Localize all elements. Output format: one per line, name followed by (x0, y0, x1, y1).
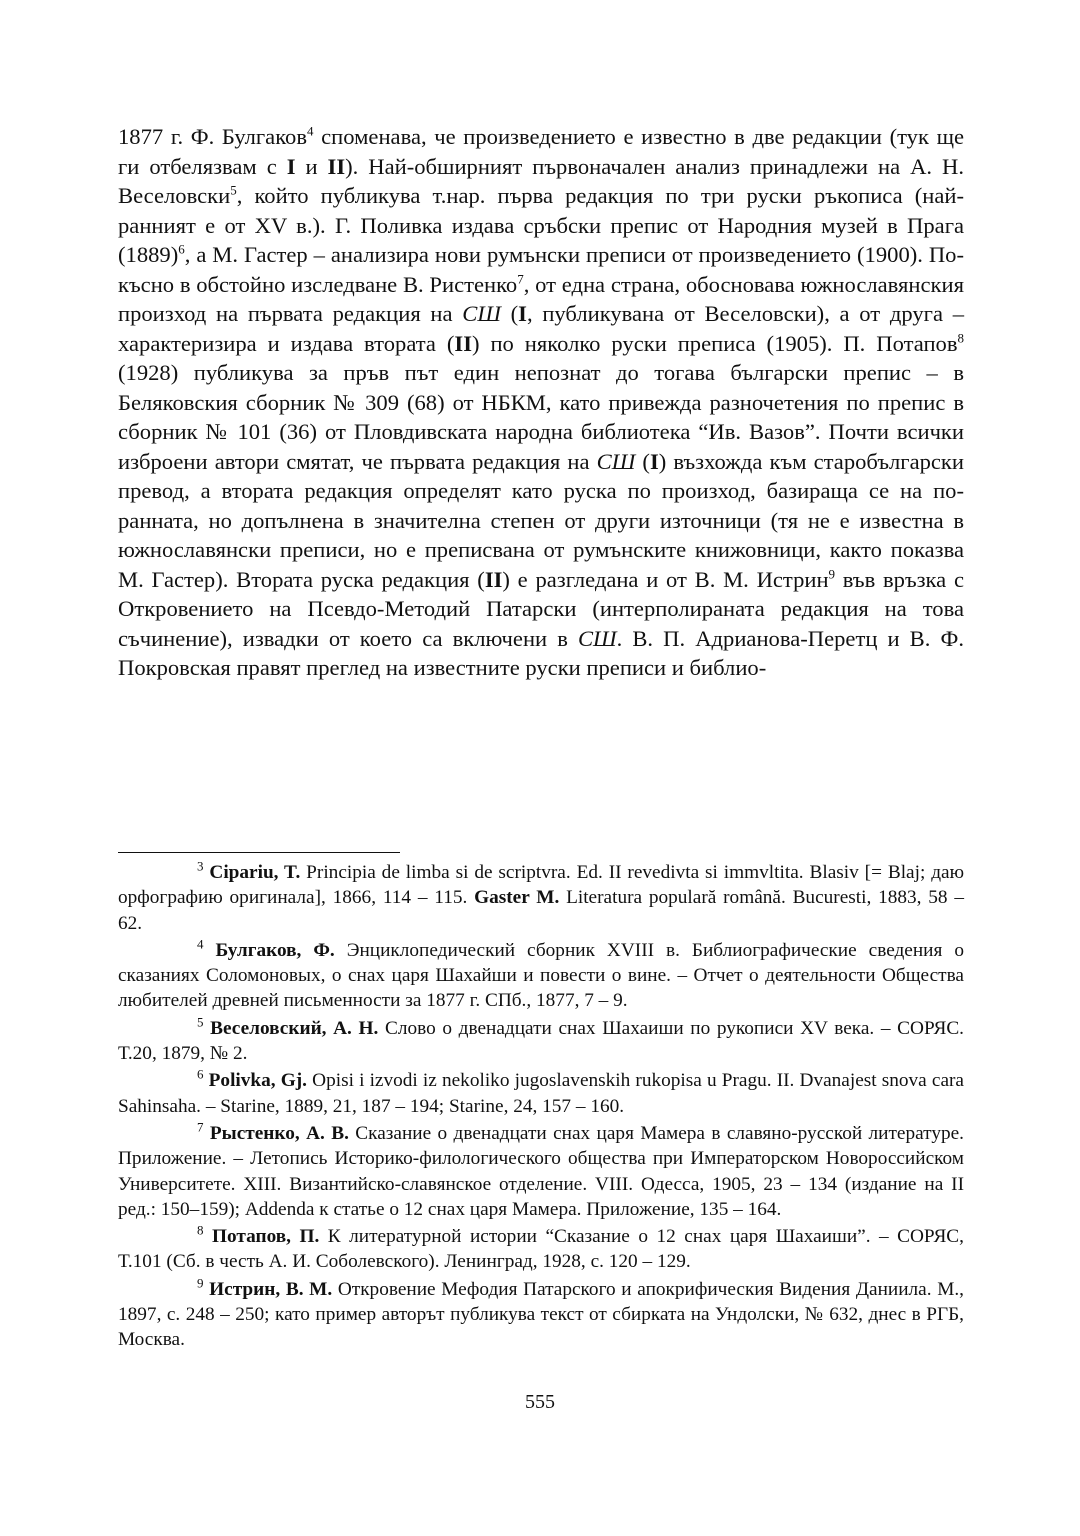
text-run: (1928) публикува за пръв път един непознат до тогава български препис – в Беляковския сборник № 309 (68) от НБКМ, като привежда разночетения по препис в сборник № 101 (36) от Пловдивската народна библиотека “Ив. Вазов”. Почти всички изброени автори смятат, че първата редакция на (118, 360, 964, 474)
italic-run: СШ (462, 301, 501, 326)
footnote-3 (118, 860, 964, 936)
footnote-4 (118, 938, 964, 1014)
footnote-text: К литературной истории “Сказание о 12 снах царя Шахаиши”. – СОРЯС, Т.101 (Сб. в честь А. И. Соболевского). Ленинград, 1928, с. 120 – 129. (118, 1226, 964, 1273)
text-run: , публикувана от Веселовски), а от друга – характеризира и издава втората ( (118, 301, 964, 356)
footnote-text: Энциклопедический сборник XVIII в. Библиографические сведения о сказаниях Соломоновых, о снах царя Шахайши и повести о вине. – Отчет о деятельности Общества любителей древней письменности за 1877 г. СПб., 1877, 7 – 9. (118, 939, 964, 1012)
text-run: във връзка с Откровението на Псевдо-Методий Патарски (интерполираната редакция на това съчинение), извадки от което са включени в (118, 566, 964, 651)
footnote-number: 4 (197, 936, 204, 952)
page-number: 555 (525, 1391, 555, 1413)
footnote-ref-4: 4 (307, 123, 314, 139)
footnote-number: 6 (197, 1066, 204, 1082)
text-run: ) възхожда към старобългарски превод, а втората редакция определят като руска по произход, базираща се на по-ранната, но допълнена в значителна степен от други източници (тя не е известна в южнославянски преписи, но е преписвана от румънските книжовници, както показва М. Гастер). Втората руска редакция ( (118, 448, 964, 592)
footnote-number: 9 (197, 1275, 204, 1291)
footnote-separator (118, 852, 400, 853)
footnote-author: Булгаков, Ф. (215, 939, 335, 961)
footnote-author: Gaster M. (474, 887, 560, 909)
italic-run: СШ (577, 625, 617, 651)
footnote-text: Literatura populară română. Bucuresti, 1883, 58 – 62. (118, 887, 964, 934)
text-run: и (295, 153, 328, 179)
bold-run: II (454, 330, 472, 356)
text-run: ) е разгледана и от В. М. Истрин (502, 566, 829, 592)
footnote-9 (118, 1277, 964, 1353)
footnote-7 (118, 1121, 964, 1222)
footnote-text: Слово о двенадцати снах Шахаиши по рукописи XV века. – СОРЯС. Т.20, 1879, № 2. (118, 1017, 965, 1065)
bold-run: II (327, 153, 346, 179)
text-run: ( (500, 301, 519, 326)
text-run: ( (635, 448, 650, 474)
bold-run: II (484, 566, 503, 592)
footnote-8 (118, 1224, 964, 1275)
text-run: ) по няколко руски преписа (1905). П. Потапов (472, 330, 958, 356)
text-run: . В. П. Адрианова-Перетц и В. Ф. Покровская правят преглед на известните руски преписи и библио- (118, 625, 964, 680)
footnotes (118, 860, 964, 1353)
footnote-text: Откровение Мефодия Патарского и апокрифическия Видения Даниила. М., 1897, с. 248 – 250; като пример авторът публикува текст от сбирката на Ундолски, № 632, днес в РГБ, Москва. (118, 1278, 964, 1351)
text-run: , а М. Гастер – анализира нови румънски преписи от произведението (1900). По-късно в обстойно изследване В. Ристенко (118, 242, 964, 297)
footnote-6 (118, 1068, 964, 1119)
footnote-ref-8: 8 (957, 329, 965, 345)
footnote-author: Потапов, П. (212, 1226, 320, 1248)
footnote-author: Истрин, В. М. (209, 1278, 333, 1300)
footnote-author: Веселовский, А. Н. (210, 1017, 379, 1039)
footnote-5 (118, 1016, 964, 1067)
text-run: , който публикува т.нар. първа редакция по три руски ръкописа (най-ранният е от XV в.). Г. Поливка издава сръбски препис от Народния музей в Прага (1889) (118, 183, 964, 267)
footnote-number: 3 (197, 858, 204, 874)
footnote-text: Сказание о двенадцати снах царя Мамера в славяно-русской литературе. Приложение. – Летопись Историко-филологического общества при Императорском Новороссийском Университете. XIII. Византийско-славянское отделение. VIII. Одесса, 1905, 23 – 134 (издание на II ред.: 150–159); Addenda к статье о 12 снах царя Мамера. Приложение, 135 – 164. (118, 1122, 964, 1220)
footnote-author: Cipariu, T. (209, 862, 301, 883)
footnote-ref-7: 7 (517, 270, 524, 286)
main-text (118, 122, 964, 683)
footnote-text: Principia de limba si de scriptvra. Ed. II revedivta si immvltita. Blasiv [= Blaj; даю орфографию оригинала], 1866, 114 – 115. (118, 862, 964, 909)
footnote-author: Polivka, Gj. (208, 1070, 307, 1092)
text-run: , от една страна, обосновава южнославянския произход на първата редакция на (118, 271, 965, 326)
footnote-ref-5: 5 (230, 182, 237, 198)
text-run: споменава, че произведението е известно в две редакции (тук ще ги отбелязвам с (118, 124, 965, 179)
bold-run: I (286, 153, 296, 179)
text-run: 1877 г. Ф. Булгаков (118, 124, 308, 149)
italic-run: СШ (596, 448, 636, 474)
footnote-text: Opisi i izvodi iz nekoliko jugoslavenskih rukopisa u Pragu. II. Dvanajest snova cara Sahinsaha. – Starine, 1889, 21, 187 – 194; Starine, 24, 157 – 160. (118, 1070, 964, 1117)
text-run: ). Най-обширният първоначален анализ принадлежи на А. Н. Веселовски (118, 153, 964, 208)
footnote-ref-6: 6 (178, 241, 185, 257)
footnote-number: 5 (197, 1014, 204, 1030)
footnote-number: 7 (197, 1119, 204, 1135)
bold-run: I (649, 448, 659, 474)
body-paragraph (118, 122, 964, 683)
footnote-number: 8 (197, 1222, 204, 1238)
footnote-ref-9: 9 (828, 565, 836, 581)
footnote-author: Рыстенко, А. В. (209, 1122, 349, 1144)
bold-run: I (518, 301, 527, 326)
